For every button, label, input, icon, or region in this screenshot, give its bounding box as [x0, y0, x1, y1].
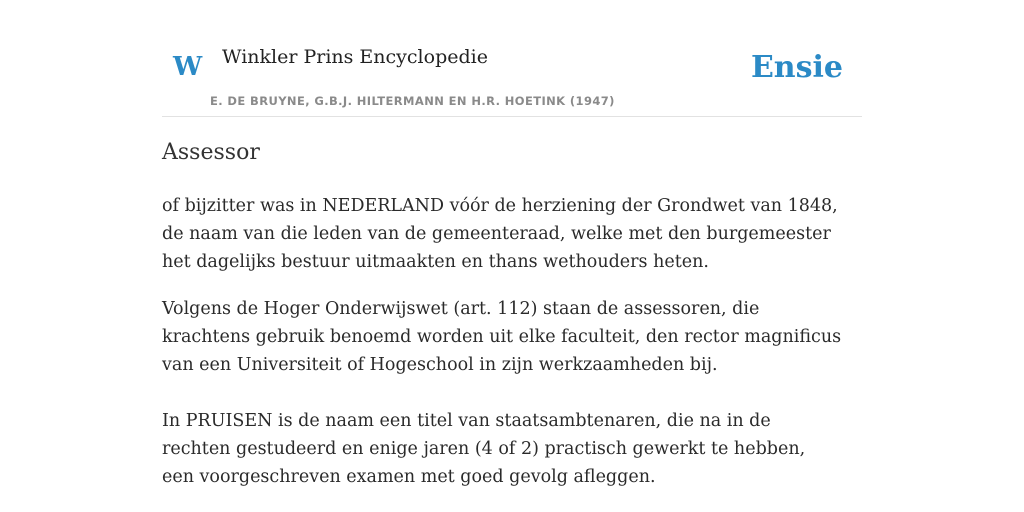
winkler-prins-logo[interactable]: W	[173, 52, 203, 82]
article-paragraph: In PRUISEN is de naam een titel van staatsambtenaren, die na in de rechten gestudeerd en enige jaren (4 of 2) practisch gewerkt te hebben, een voorgeschreven examen met goed gevolg afleggen.	[162, 411, 806, 487]
article-body	[162, 192, 842, 491]
article-title: Assessor	[162, 140, 260, 165]
article-paragraph: of bijzitter was in NEDERLAND vóór de herziening der Grondwet van 1848, de naam van die leden van de gemeenteraad, welke met den burgemeester het dagelijks bestuur uitmaakten en thans wethouders heten.	[162, 196, 838, 272]
book-authors: E. DE BRUYNE, G.B.J. HILTERMANN EN H.R. HOETINK (1947)	[210, 94, 615, 108]
book-title[interactable]: Winkler Prins Encyclopedie	[222, 46, 488, 68]
article-paragraph: Volgens de Hoger Onderwijswet (art. 112) staan de assessoren, die krachtens gebruik benoemd worden uit elke faculteit, den rector magnificus van een Universiteit of Hogeschool in zijn werkzaamheden bij.	[162, 299, 842, 375]
ensie-logo[interactable]: Ensie	[750, 50, 843, 85]
page-header	[162, 0, 862, 117]
